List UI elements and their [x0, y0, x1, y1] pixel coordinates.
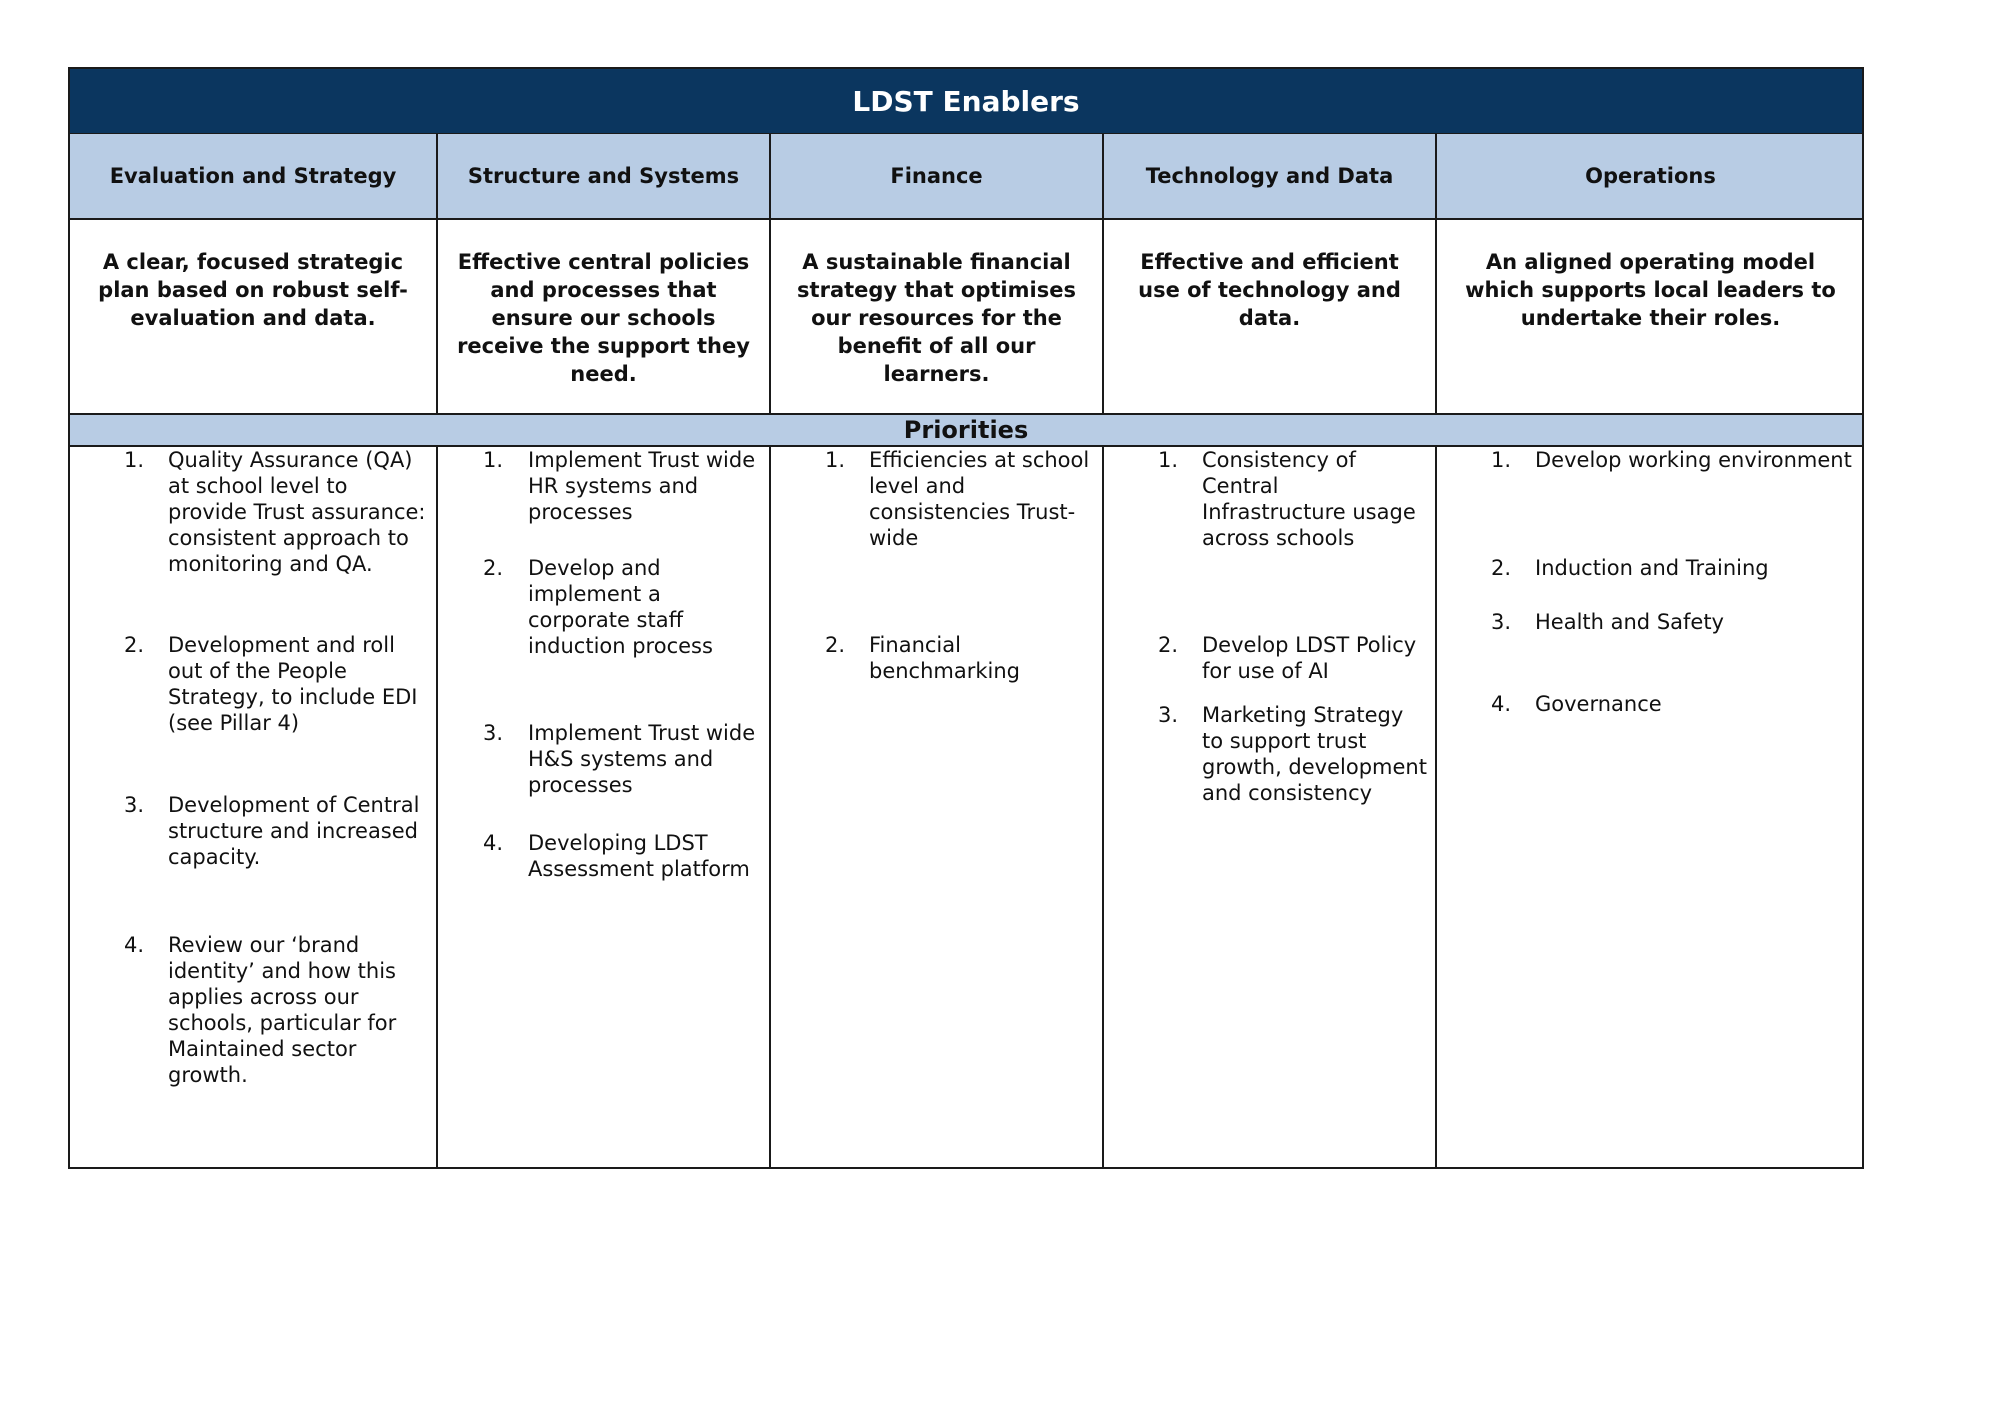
list-text: Induction and Training [1535, 556, 1769, 580]
list-number: 3. [1158, 703, 1179, 727]
list-number: 2. [1491, 556, 1512, 580]
list-text: Develop LDST Policy for use of AI [1202, 633, 1417, 683]
list-text: Development and roll out of the People Strategy, to include EDI (see Pillar 4) [168, 633, 418, 735]
priorities-row [70, 447, 1862, 1167]
description-operations: An aligned operating model which supports local leaders to undertake their roles. [1465, 250, 1836, 330]
list-number: 1. [1491, 448, 1512, 472]
list-text: Efficiencies at school level and consistencies Trust-wide [869, 448, 1090, 550]
list-text: Financial benchmarking [869, 633, 1021, 683]
list-number: 1. [483, 448, 504, 472]
list-text: Quality Assurance (QA) at school level to provide Trust assurance: consistent approach to monitoring and QA. [168, 448, 426, 576]
list-number: 3. [483, 721, 504, 745]
list-number: 2. [483, 556, 504, 580]
list-number: 2. [124, 633, 145, 657]
column-header-finance: Finance [771, 134, 1104, 218]
list-text: Developing LDST Assessment platform [528, 831, 750, 881]
description-finance: A sustainable financial strategy that optimises our resources for the benefit of all our learners. [771, 220, 1104, 413]
list-number: 4. [483, 831, 504, 855]
list-number: 1. [825, 448, 846, 472]
priorities-technology-data [1104, 447, 1437, 1167]
column-header-technology-data: Technology and Data [1104, 134, 1437, 218]
list-text: Marketing Strategy to support trust growth, development and consistency [1202, 703, 1427, 805]
description-structure-systems: Effective central policies and processes that ensure our schools receive the support they need. [438, 220, 771, 413]
column-header-operations: Operations [1585, 164, 1716, 188]
column-header-row [70, 134, 1862, 220]
list-text: Develop working environment [1535, 448, 1852, 472]
list-text: Review our ‘brand identity’ and how this applies across our schools, particular for Maintained sector growth. [168, 933, 397, 1087]
column-header-evaluation-strategy: Evaluation and Strategy [70, 134, 438, 218]
list-text: Implement Trust wide H&S systems and processes [528, 721, 756, 797]
description-row [70, 220, 1862, 415]
column-header-structure-systems: Structure and Systems [438, 134, 771, 218]
list-number: 1. [1158, 448, 1179, 472]
list-number: 2. [1158, 633, 1179, 657]
description-evaluation-strategy: A clear, focused strategic plan based on robust self-evaluation and data. [70, 220, 438, 413]
list-item [1104, 447, 1435, 647]
list-number: 1. [124, 448, 145, 472]
list-item [1437, 691, 1864, 891]
list-text: Health and Safety [1535, 610, 1724, 634]
list-item [70, 447, 436, 647]
priorities-evaluation-strategy [70, 447, 438, 1167]
priorities-operations [1437, 447, 1864, 1167]
list-item [771, 632, 1102, 832]
list-text: Implement Trust wide HR systems and processes [528, 448, 756, 524]
priorities-label: Priorities [70, 415, 1862, 447]
table-title: LDST Enablers [68, 67, 1864, 135]
list-number: 2. [825, 633, 846, 657]
list-number: 3. [124, 793, 145, 817]
list-number: 3. [1491, 610, 1512, 634]
list-number: 4. [1491, 692, 1512, 716]
list-item [1104, 702, 1435, 902]
list-text: Consistency of Central Infrastructure usage across schools [1202, 448, 1416, 550]
list-item [771, 447, 1102, 647]
list-text: Develop and implement a corporate staff induction process [528, 556, 713, 658]
description-technology-data: Effective and efficient use of technology and data. [1104, 220, 1437, 413]
list-text: Governance [1535, 692, 1662, 716]
list-item [438, 830, 769, 1030]
priorities-structure-systems [438, 447, 771, 1167]
enablers-table [68, 134, 1864, 1169]
list-item [70, 932, 436, 1132]
list-text: Development of Central structure and increased capacity. [168, 793, 420, 869]
list-number: 4. [124, 933, 145, 957]
priorities-finance [771, 447, 1104, 1167]
